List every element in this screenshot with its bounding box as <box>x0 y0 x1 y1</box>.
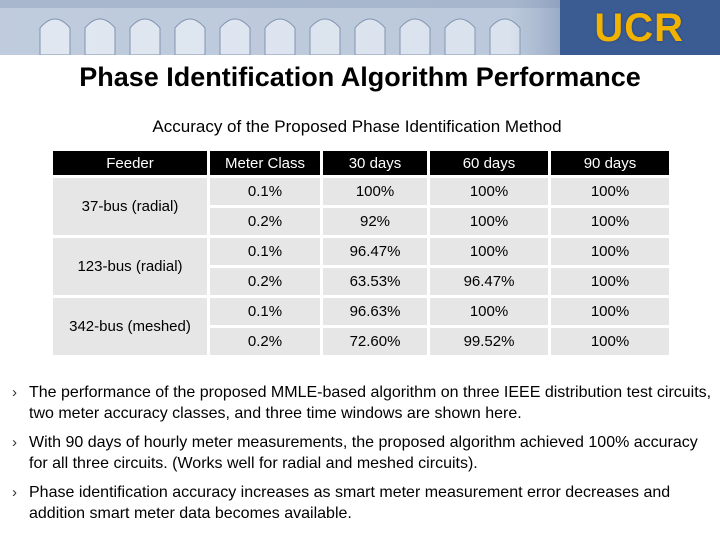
column-header-90-days: 90 days <box>551 151 669 175</box>
bullet-item <box>12 432 712 474</box>
accuracy-cell: 100% <box>430 298 548 325</box>
page-title: Phase Identification Algorithm Performance <box>79 62 641 92</box>
bullet-item <box>12 482 712 524</box>
table-row <box>53 178 669 205</box>
ucr-logo <box>594 6 684 51</box>
accuracy-cell: 96.47% <box>323 238 427 265</box>
column-header-meter-class: Meter Class <box>210 151 320 175</box>
logo-text: UCR <box>594 6 684 50</box>
accuracy-cell: 92% <box>323 208 427 235</box>
accuracy-cell: 96.47% <box>430 268 548 295</box>
table-row <box>53 238 669 265</box>
bullet-list <box>12 382 712 532</box>
feeder-cell: 37-bus (radial) <box>53 178 207 235</box>
campus-building-image <box>0 0 600 55</box>
accuracy-cell: 100% <box>430 178 548 205</box>
chevron-right-icon: › <box>12 484 17 501</box>
meter-class-cell: 0.1% <box>210 298 320 325</box>
accuracy-cell: 100% <box>551 178 669 205</box>
accuracy-cell: 100% <box>430 208 548 235</box>
accuracy-cell: 100% <box>323 178 427 205</box>
accuracy-cell: 99.52% <box>430 328 548 355</box>
column-header-feeder: Feeder <box>53 151 207 175</box>
bullet-text: The performance of the proposed MMLE-based algorithm on three IEEE distribution test circuits, two meter accuracy classes, and three time windows are shown here. <box>29 384 712 422</box>
feeder-cell: 342-bus (meshed) <box>53 298 207 355</box>
chevron-right-icon: › <box>12 434 17 451</box>
accuracy-cell: 100% <box>551 238 669 265</box>
column-header-60-days: 60 days <box>430 151 548 175</box>
bullet-text: With 90 days of hourly meter measurements, the proposed algorithm achieved 100% accuracy for all three circuits. (Works well for radial and meshed circuits). <box>29 434 698 472</box>
meter-class-cell: 0.2% <box>210 208 320 235</box>
meter-class-cell: 0.1% <box>210 238 320 265</box>
meter-class-cell: 0.2% <box>210 268 320 295</box>
accuracy-cell: 63.53% <box>323 268 427 295</box>
header-banner <box>0 0 720 55</box>
column-header-30-days: 30 days <box>323 151 427 175</box>
accuracy-cell: 100% <box>430 238 548 265</box>
accuracy-cell: 100% <box>551 208 669 235</box>
accuracy-cell: 100% <box>551 268 669 295</box>
bullet-text: Phase identification accuracy increases as smart meter measurement error decreases and addition smart meter data becomes available. <box>29 484 671 522</box>
table-header-row <box>53 151 669 175</box>
accuracy-cell: 96.63% <box>323 298 427 325</box>
feeder-cell: 123-bus (radial) <box>53 238 207 295</box>
meter-class-cell: 0.1% <box>210 178 320 205</box>
table-row <box>53 298 669 325</box>
accuracy-cell: 100% <box>551 298 669 325</box>
accuracy-table <box>50 148 672 358</box>
accuracy-cell: 100% <box>551 328 669 355</box>
table-caption: Accuracy of the Proposed Phase Identification Method <box>152 117 562 136</box>
meter-class-cell: 0.2% <box>210 328 320 355</box>
bullet-item <box>12 382 712 424</box>
chevron-right-icon: › <box>12 384 17 401</box>
accuracy-cell: 72.60% <box>323 328 427 355</box>
